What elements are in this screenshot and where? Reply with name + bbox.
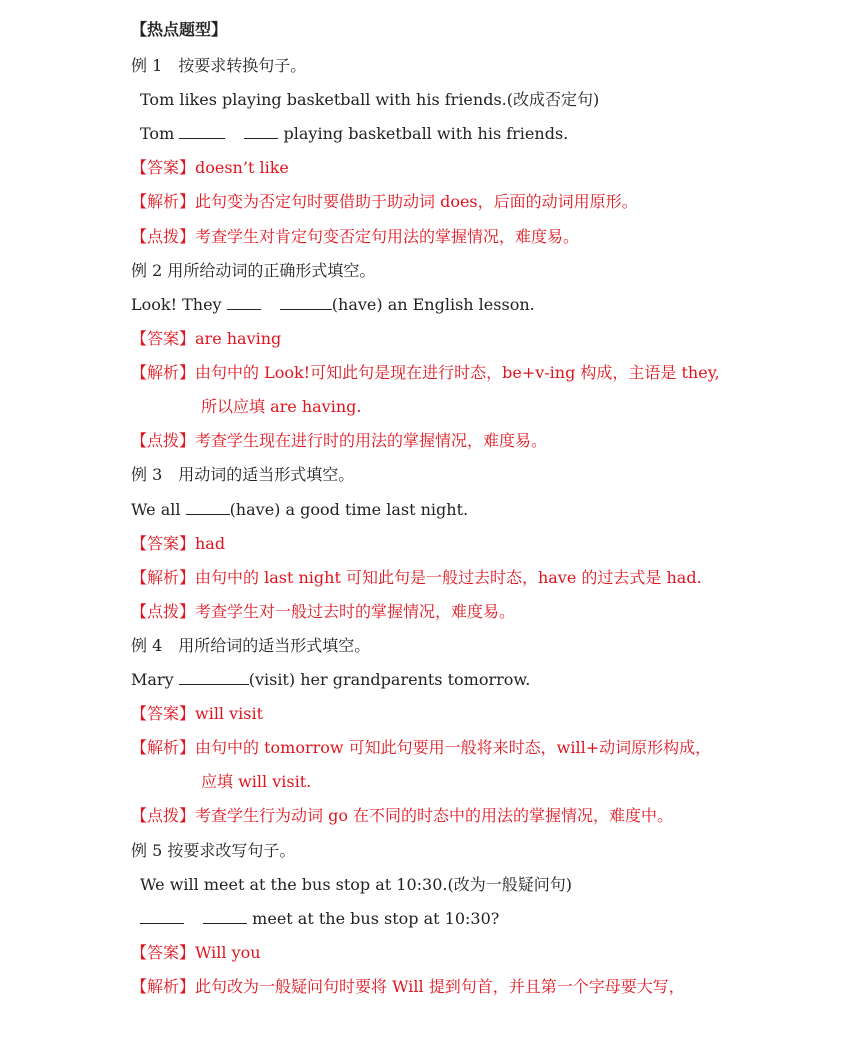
- example-4-analysis: 【解析】由句中的 tomorrow 可知此句要用一般将来时态，will+动词原形构成，: [131, 738, 712, 757]
- example-1-question: Tom likes playing basketball with his friends.(改成否定句): [140, 90, 600, 109]
- answer-blank: [203, 909, 247, 924]
- answer-blank: [227, 295, 261, 310]
- example-2-question: [131, 295, 535, 315]
- example-4-answer: 【答案】will visit: [131, 704, 264, 723]
- example-2-title: 例 2 用所给动词的正确形式填空。: [131, 261, 376, 280]
- example-3-answer: 【答案】had: [131, 534, 226, 553]
- example-1-title: 例 1 按要求转换句子。: [131, 56, 307, 75]
- answer-blank: [179, 670, 249, 685]
- sentence-text: playing basketball with his friends.: [278, 124, 569, 143]
- example-4-tip: 【点拨】考查学生行为动词 go 在不同的时态中的用法的掌握情况，难度中。: [131, 806, 674, 825]
- example-2-analysis-continued: 所以应填 are having.: [201, 397, 362, 416]
- example-5-answer: 【答案】Will you: [131, 943, 261, 962]
- sentence-text: [261, 295, 266, 314]
- example-2-answer: 【答案】are having: [131, 329, 282, 348]
- sentence-text: (visit) her grandparents tomorrow.: [248, 670, 531, 689]
- example-5-analysis: 【解析】此句改为一般疑问句时要将 Will 提到句首，并且第一个字母要大写，: [131, 977, 685, 996]
- answer-blank: [186, 500, 230, 515]
- sentence-text: Look! They: [131, 295, 227, 314]
- example-5-title: 例 5 按要求改写句子。: [131, 841, 296, 860]
- example-3-title: 例 3 用动词的适当形式填空。: [131, 465, 355, 484]
- example-1-rewrite-line: [140, 124, 568, 144]
- sentence-text: [225, 124, 230, 143]
- answer-blank: [244, 124, 278, 139]
- answer-blank: [179, 124, 225, 139]
- sentence-text: (have) a good time last night.: [229, 500, 469, 519]
- example-4-title: 例 4 用所给词的适当形式填空。: [131, 636, 371, 655]
- example-2-analysis: 【解析】由句中的 Look!可知此句是现在进行时态，be+v-ing 构成，主语是 they,: [131, 363, 720, 382]
- example-3-question: [131, 500, 468, 520]
- example-4-question: [131, 670, 530, 690]
- example-3-tip: 【点拨】考查学生对一般过去时的掌握情况，难度易。: [131, 602, 516, 621]
- example-3-analysis: 【解析】由句中的 last night 可知此句是一般过去时态，have 的过去式是 had.: [131, 568, 702, 587]
- example-4-analysis-continued: 应填 will visit.: [201, 772, 312, 791]
- sentence-text: Tom: [140, 124, 180, 143]
- sentence-text: (have) an English lesson.: [331, 295, 535, 314]
- sentence-text: We all: [131, 500, 186, 519]
- answer-blank: [280, 295, 332, 310]
- sentence-text: meet at the bus stop at 10:30?: [247, 909, 500, 928]
- sentence-text: [184, 909, 189, 928]
- example-1-answer: 【答案】doesn’t like: [131, 158, 289, 177]
- example-5-rewrite-line: [140, 909, 499, 929]
- example-1-tip: 【点拨】考查学生对肯定句变否定句用法的掌握情况，难度易。: [131, 227, 580, 246]
- example-2-tip: 【点拨】考查学生现在进行时的用法的掌握情况，难度易。: [131, 431, 548, 450]
- section-heading: 【热点题型】: [131, 20, 228, 39]
- answer-blank: [140, 909, 184, 924]
- sentence-text: Mary: [131, 670, 179, 689]
- example-5-question: We will meet at the bus stop at 10:30.(改为一般疑问句): [140, 875, 572, 894]
- example-1-analysis: 【解析】此句变为否定句时要借助于助动词 does，后面的动词用原形。: [131, 192, 638, 211]
